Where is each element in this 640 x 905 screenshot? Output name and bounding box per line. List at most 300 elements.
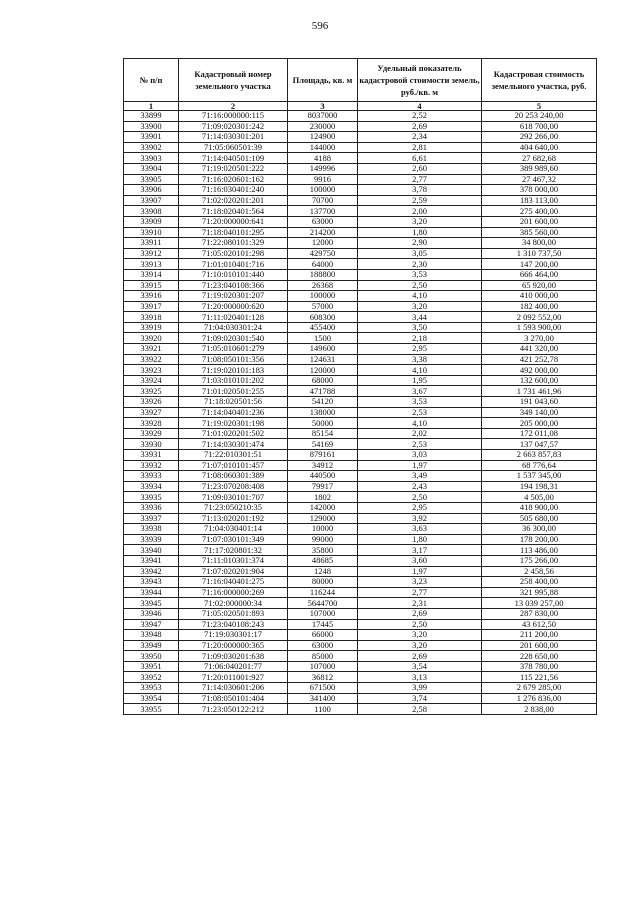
table-row — [124, 153, 597, 164]
cell-cadastral-number: 71:14:040401:236 — [179, 407, 288, 418]
cell-area: 48685 — [288, 555, 358, 566]
cell-cadastral-value: 183 113,00 — [482, 195, 597, 206]
cell-area: 85154 — [288, 428, 358, 439]
cell-area: 80000 — [288, 577, 358, 588]
table-row — [124, 460, 597, 471]
table-row — [124, 163, 597, 174]
cell-cadastral-number: 71:14:030301:474 — [179, 439, 288, 450]
cell-row-number: 33910 — [124, 227, 179, 238]
table-row — [124, 630, 597, 641]
table-row — [124, 354, 597, 365]
cell-area: 70700 — [288, 195, 358, 206]
cell-specific-value: 2,30 — [358, 259, 482, 270]
cell-area: 54169 — [288, 439, 358, 450]
table-row — [124, 280, 597, 291]
cell-row-number: 33911 — [124, 238, 179, 249]
cell-area: 608300 — [288, 312, 358, 323]
cell-specific-value: 2,50 — [358, 619, 482, 630]
cell-specific-value: 3,63 — [358, 524, 482, 535]
column-number-row — [124, 102, 597, 111]
cell-row-number: 33917 — [124, 301, 179, 312]
cell-specific-value: 3,20 — [358, 301, 482, 312]
cell-area: 50000 — [288, 418, 358, 429]
cell-cadastral-number: 71:20:000000:620 — [179, 301, 288, 312]
table-row — [124, 450, 597, 461]
cell-row-number: 33909 — [124, 216, 179, 227]
table-row — [124, 216, 597, 227]
cell-area: 36812 — [288, 672, 358, 683]
cell-row-number: 33918 — [124, 312, 179, 323]
table-row — [124, 661, 597, 672]
cell-row-number: 33946 — [124, 608, 179, 619]
table-row — [124, 471, 597, 482]
cell-area: 5644700 — [288, 598, 358, 609]
cell-cadastral-value: 505 680,00 — [482, 513, 597, 524]
table-row — [124, 577, 597, 588]
cell-cadastral-number: 71:08:050101:356 — [179, 354, 288, 365]
column-number: 3 — [288, 102, 358, 111]
cell-row-number: 33919 — [124, 322, 179, 333]
cell-cadastral-number: 71:02:020201:201 — [179, 195, 288, 206]
cell-row-number: 33933 — [124, 471, 179, 482]
cell-specific-value: 2,31 — [358, 598, 482, 609]
cell-cadastral-number: 71:22:010301:51 — [179, 450, 288, 461]
cell-cadastral-number: 71:18:040101:295 — [179, 227, 288, 238]
cell-cadastral-value: 113 486,00 — [482, 545, 597, 556]
cell-row-number: 33934 — [124, 481, 179, 492]
cell-specific-value: 2,02 — [358, 428, 482, 439]
cell-row-number: 33901 — [124, 132, 179, 143]
cell-specific-value: 3,54 — [358, 661, 482, 672]
cell-area: 137700 — [288, 206, 358, 217]
cell-specific-value: 2,58 — [358, 704, 482, 715]
cell-area: 100000 — [288, 291, 358, 302]
cell-specific-value: 3,60 — [358, 555, 482, 566]
cell-cadastral-number: 71:18:020401:564 — [179, 206, 288, 217]
cell-area: 214200 — [288, 227, 358, 238]
cell-cadastral-value: 404 640,00 — [482, 142, 597, 153]
cell-area: 100000 — [288, 185, 358, 196]
cell-cadastral-number: 71:02:000000:34 — [179, 598, 288, 609]
table-row — [124, 132, 597, 143]
cell-cadastral-number: 71:05:020501:893 — [179, 608, 288, 619]
cell-area: 10000 — [288, 524, 358, 535]
cell-cadastral-value: 65 920,00 — [482, 280, 597, 291]
cell-area: 188800 — [288, 269, 358, 280]
cell-specific-value: 4,10 — [358, 418, 482, 429]
cell-area: 142000 — [288, 502, 358, 513]
table-row — [124, 566, 597, 577]
cell-cadastral-value: 228 650,00 — [482, 651, 597, 662]
cell-specific-value: 3,92 — [358, 513, 482, 524]
cell-area: 149996 — [288, 163, 358, 174]
cell-cadastral-value: 349 140,00 — [482, 407, 597, 418]
cell-specific-value: 1,97 — [358, 566, 482, 577]
cell-cadastral-number: 71:14:030601:206 — [179, 683, 288, 694]
cell-cadastral-number: 71:13:020201:192 — [179, 513, 288, 524]
cell-cadastral-value: 68 776,64 — [482, 460, 597, 471]
column-number: 2 — [179, 102, 288, 111]
cell-area: 149600 — [288, 344, 358, 355]
cell-specific-value: 1,97 — [358, 460, 482, 471]
cell-area: 471788 — [288, 386, 358, 397]
header-cadastral-value: Кадастровая стоимость земельного участка, руб. — [482, 59, 597, 102]
cell-row-number: 33929 — [124, 428, 179, 439]
cell-area: 879161 — [288, 450, 358, 461]
cell-cadastral-number: 71:19:030301:17 — [179, 630, 288, 641]
cell-row-number: 33938 — [124, 524, 179, 535]
cell-specific-value: 2,50 — [358, 280, 482, 291]
cell-specific-value: 4,10 — [358, 291, 482, 302]
cell-row-number: 33903 — [124, 153, 179, 164]
cell-cadastral-number: 71:07:010101:457 — [179, 460, 288, 471]
cell-specific-value: 3,20 — [358, 640, 482, 651]
cell-cadastral-value: 2 679 285,00 — [482, 683, 597, 694]
cell-cadastral-value: 115 221,56 — [482, 672, 597, 683]
cell-row-number: 33936 — [124, 502, 179, 513]
cell-area: 99000 — [288, 534, 358, 545]
table-row — [124, 428, 597, 439]
table-row — [124, 545, 597, 556]
cell-row-number: 33922 — [124, 354, 179, 365]
cell-specific-value: 2,53 — [358, 439, 482, 450]
cell-specific-value: 1,95 — [358, 375, 482, 386]
cell-area: 34912 — [288, 460, 358, 471]
cell-specific-value: 2,95 — [358, 344, 482, 355]
cell-row-number: 33935 — [124, 492, 179, 503]
cell-row-number: 33920 — [124, 333, 179, 344]
cell-cadastral-number: 71:05:060501:39 — [179, 142, 288, 153]
cell-cadastral-value: 194 198,31 — [482, 481, 597, 492]
cell-row-number: 33928 — [124, 418, 179, 429]
cell-area: 63000 — [288, 216, 358, 227]
cell-cadastral-value: 147 200,00 — [482, 259, 597, 270]
cell-cadastral-value: 258 400,00 — [482, 577, 597, 588]
table-row — [124, 206, 597, 217]
cell-cadastral-value: 2 458,56 — [482, 566, 597, 577]
cell-specific-value: 3,05 — [358, 248, 482, 259]
cadastral-value-table — [123, 58, 597, 715]
cell-area: 8037000 — [288, 111, 358, 122]
cell-specific-value: 3,13 — [358, 672, 482, 683]
cell-area: 129000 — [288, 513, 358, 524]
cell-specific-value: 2,69 — [358, 608, 482, 619]
cell-cadastral-number: 71:09:030101:707 — [179, 492, 288, 503]
cell-cadastral-value: 43 612,50 — [482, 619, 597, 630]
cell-specific-value: 1,80 — [358, 534, 482, 545]
cell-specific-value: 3,67 — [358, 386, 482, 397]
cell-row-number: 33943 — [124, 577, 179, 588]
cell-cadastral-value: 1 276 836,00 — [482, 693, 597, 704]
cell-cadastral-value: 321 995,88 — [482, 587, 597, 598]
cell-row-number: 33944 — [124, 587, 179, 598]
cell-specific-value: 3,20 — [358, 216, 482, 227]
cell-cadastral-number: 71:23:050122:212 — [179, 704, 288, 715]
cell-row-number: 33940 — [124, 545, 179, 556]
cell-area: 230000 — [288, 121, 358, 132]
table-row — [124, 121, 597, 132]
cell-specific-value: 2,90 — [358, 238, 482, 249]
cell-specific-value: 2,34 — [358, 132, 482, 143]
cell-row-number: 33926 — [124, 397, 179, 408]
table-row — [124, 238, 597, 249]
header-row-number: № п/п — [124, 59, 179, 102]
cell-specific-value: 2,95 — [358, 502, 482, 513]
cell-specific-value: 3,74 — [358, 693, 482, 704]
table-row — [124, 248, 597, 259]
cell-cadastral-number: 71:11:020401:128 — [179, 312, 288, 323]
table-row — [124, 651, 597, 662]
cell-cadastral-value: 421 252,78 — [482, 354, 597, 365]
cell-cadastral-number: 71:19:020301:207 — [179, 291, 288, 302]
cell-cadastral-number: 71:17:020801:32 — [179, 545, 288, 556]
table-row — [124, 587, 597, 598]
cell-cadastral-number: 71:09:030201:638 — [179, 651, 288, 662]
cell-cadastral-number: 71:23:050210:35 — [179, 502, 288, 513]
cell-area: 138000 — [288, 407, 358, 418]
cell-cadastral-value: 618 700,00 — [482, 121, 597, 132]
cell-row-number: 33905 — [124, 174, 179, 185]
cell-cadastral-value: 36 300,00 — [482, 524, 597, 535]
column-number: 5 — [482, 102, 597, 111]
cell-row-number: 33930 — [124, 439, 179, 450]
cell-row-number: 33916 — [124, 291, 179, 302]
cell-specific-value: 3,49 — [358, 471, 482, 482]
cell-cadastral-value: 1 731 461,96 — [482, 386, 597, 397]
cell-area: 9916 — [288, 174, 358, 185]
page-number: 596 — [311, 20, 329, 32]
cell-cadastral-value: 182 400,00 — [482, 301, 597, 312]
cell-area: 124631 — [288, 354, 358, 365]
cell-cadastral-value: 287 830,00 — [482, 608, 597, 619]
cell-cadastral-number: 71:05:020101:298 — [179, 248, 288, 259]
cell-cadastral-number: 71:16:040401:275 — [179, 577, 288, 588]
cell-specific-value: 2,50 — [358, 492, 482, 503]
cell-cadastral-value: 27 682,68 — [482, 153, 597, 164]
cell-cadastral-value: 137 047,57 — [482, 439, 597, 450]
cell-specific-value: 6,61 — [358, 153, 482, 164]
cell-cadastral-value: 27 467,32 — [482, 174, 597, 185]
cell-cadastral-number: 71:10:010101:440 — [179, 269, 288, 280]
cell-cadastral-number: 71:09:020301:242 — [179, 121, 288, 132]
cell-cadastral-value: 666 464,00 — [482, 269, 597, 280]
cell-area: 120000 — [288, 365, 358, 376]
cell-cadastral-number: 71:23:040108:243 — [179, 619, 288, 630]
table-row — [124, 227, 597, 238]
table-row — [124, 365, 597, 376]
cell-specific-value: 3,44 — [358, 312, 482, 323]
cell-specific-value: 4,10 — [358, 365, 482, 376]
table-row — [124, 534, 597, 545]
table-row — [124, 344, 597, 355]
cell-row-number: 33951 — [124, 661, 179, 672]
cell-cadastral-number: 71:14:030301:201 — [179, 132, 288, 143]
cell-row-number: 33932 — [124, 460, 179, 471]
cell-specific-value: 3,50 — [358, 322, 482, 333]
cell-cadastral-value: 492 000,00 — [482, 365, 597, 376]
cell-cadastral-number: 71:23:040108:366 — [179, 280, 288, 291]
cell-specific-value: 2,81 — [358, 142, 482, 153]
cell-area: 671500 — [288, 683, 358, 694]
cell-row-number: 33904 — [124, 163, 179, 174]
cell-cadastral-number: 71:16:000000:115 — [179, 111, 288, 122]
header-area: Площадь, кв. м — [288, 59, 358, 102]
cell-specific-value: 3,38 — [358, 354, 482, 365]
cell-row-number: 33924 — [124, 375, 179, 386]
table-row — [124, 397, 597, 408]
cell-specific-value: 2,60 — [358, 163, 482, 174]
cell-area: 144000 — [288, 142, 358, 153]
table-row — [124, 481, 597, 492]
cell-row-number: 33912 — [124, 248, 179, 259]
cell-cadastral-number: 71:19:020301:198 — [179, 418, 288, 429]
cell-area: 1802 — [288, 492, 358, 503]
table-row — [124, 598, 597, 609]
header-cadastral-number: Кадастровый номер земельного участка — [179, 59, 288, 102]
cell-row-number: 33945 — [124, 598, 179, 609]
cell-cadastral-value: 1 593 900,00 — [482, 322, 597, 333]
cell-cadastral-number: 71:11:010301:374 — [179, 555, 288, 566]
cell-row-number: 33947 — [124, 619, 179, 630]
table-row — [124, 407, 597, 418]
cell-cadastral-number: 71:14:040501:109 — [179, 153, 288, 164]
cell-cadastral-number: 71:01:020201:502 — [179, 428, 288, 439]
cell-cadastral-value: 132 600,00 — [482, 375, 597, 386]
cell-cadastral-number: 71:18:020501:56 — [179, 397, 288, 408]
cell-area: 440500 — [288, 471, 358, 482]
cell-cadastral-value: 201 600,00 — [482, 640, 597, 651]
cell-cadastral-number: 71:22:080101:329 — [179, 238, 288, 249]
cell-cadastral-value: 34 800,00 — [482, 238, 597, 249]
cell-row-number: 33931 — [124, 450, 179, 461]
cell-cadastral-value: 292 266,00 — [482, 132, 597, 143]
cell-specific-value: 3,53 — [358, 397, 482, 408]
table-row — [124, 195, 597, 206]
cell-cadastral-value: 1 310 737,50 — [482, 248, 597, 259]
cell-specific-value: 2,18 — [358, 333, 482, 344]
cell-cadastral-number: 71:16:020601:162 — [179, 174, 288, 185]
cell-cadastral-number: 71:04:030401:14 — [179, 524, 288, 535]
table-row — [124, 333, 597, 344]
cell-cadastral-value: 175 266,00 — [482, 555, 597, 566]
cell-specific-value: 1,80 — [358, 227, 482, 238]
cell-cadastral-number: 71:08:060301:389 — [179, 471, 288, 482]
cell-row-number: 33906 — [124, 185, 179, 196]
cell-cadastral-number: 71:09:020301:540 — [179, 333, 288, 344]
table-row — [124, 312, 597, 323]
cell-cadastral-value: 385 560,00 — [482, 227, 597, 238]
cell-area: 341400 — [288, 693, 358, 704]
cell-cadastral-value: 2 092 552,00 — [482, 312, 597, 323]
cell-specific-value: 2,77 — [358, 174, 482, 185]
table-row — [124, 704, 597, 715]
table-row — [124, 375, 597, 386]
cell-area: 107000 — [288, 661, 358, 672]
cell-row-number: 33913 — [124, 259, 179, 270]
table-body — [124, 111, 597, 715]
cell-cadastral-number: 71:06:040201:77 — [179, 661, 288, 672]
cell-row-number: 33953 — [124, 683, 179, 694]
cell-row-number: 33954 — [124, 693, 179, 704]
table-row — [124, 672, 597, 683]
cell-cadastral-number: 71:19:020101:183 — [179, 365, 288, 376]
cell-cadastral-value: 211 200,00 — [482, 630, 597, 641]
table-row — [124, 322, 597, 333]
table-row — [124, 111, 597, 122]
cell-specific-value: 3,99 — [358, 683, 482, 694]
cell-cadastral-value: 2 838,00 — [482, 704, 597, 715]
table-row — [124, 142, 597, 153]
cell-cadastral-number: 71:20:011001:927 — [179, 672, 288, 683]
table-row — [124, 418, 597, 429]
cell-area: 107000 — [288, 608, 358, 619]
cell-area: 64000 — [288, 259, 358, 270]
cell-row-number: 33950 — [124, 651, 179, 662]
table-row — [124, 502, 597, 513]
cell-cadastral-number: 71:07:030101:349 — [179, 534, 288, 545]
table-row — [124, 693, 597, 704]
cell-specific-value: 2,59 — [358, 195, 482, 206]
cell-specific-value: 2,53 — [358, 407, 482, 418]
cell-cadastral-number: 71:23:070208:408 — [179, 481, 288, 492]
table-row — [124, 301, 597, 312]
table-row — [124, 386, 597, 397]
cell-row-number: 33921 — [124, 344, 179, 355]
cell-specific-value: 3,53 — [358, 269, 482, 280]
cell-cadastral-value: 441 320,00 — [482, 344, 597, 355]
cell-row-number: 33937 — [124, 513, 179, 524]
cell-specific-value: 3,23 — [358, 577, 482, 588]
cell-area: 17445 — [288, 619, 358, 630]
table-row — [124, 269, 597, 280]
cell-specific-value: 2,43 — [358, 481, 482, 492]
cell-area: 1248 — [288, 566, 358, 577]
table-row — [124, 291, 597, 302]
cell-area: 455400 — [288, 322, 358, 333]
table-row — [124, 513, 597, 524]
cell-area: 4188 — [288, 153, 358, 164]
cell-area: 116244 — [288, 587, 358, 598]
cell-area: 57000 — [288, 301, 358, 312]
cell-cadastral-value: 418 900,00 — [482, 502, 597, 513]
cell-row-number: 33908 — [124, 206, 179, 217]
cell-cadastral-value: 1 537 345,00 — [482, 471, 597, 482]
cell-cadastral-value: 178 200,00 — [482, 534, 597, 545]
cell-area: 12000 — [288, 238, 358, 249]
cell-cadastral-value: 205 000,00 — [482, 418, 597, 429]
cell-row-number: 33900 — [124, 121, 179, 132]
cell-area: 79917 — [288, 481, 358, 492]
cell-cadastral-value: 191 043,60 — [482, 397, 597, 408]
cell-row-number: 33939 — [124, 534, 179, 545]
cell-specific-value: 2,69 — [358, 121, 482, 132]
cell-row-number: 33949 — [124, 640, 179, 651]
cell-cadastral-value: 172 011,08 — [482, 428, 597, 439]
cell-row-number: 33942 — [124, 566, 179, 577]
table-row — [124, 524, 597, 535]
cell-area: 1100 — [288, 704, 358, 715]
cell-row-number: 33948 — [124, 630, 179, 641]
cell-row-number: 33941 — [124, 555, 179, 566]
table-row — [124, 259, 597, 270]
cell-cadastral-number: 71:08:050101:404 — [179, 693, 288, 704]
table-row — [124, 492, 597, 503]
cell-row-number: 33902 — [124, 142, 179, 153]
cell-area: 66000 — [288, 630, 358, 641]
table-row — [124, 640, 597, 651]
cell-cadastral-number: 71:16:030401:240 — [179, 185, 288, 196]
cell-specific-value: 3,78 — [358, 185, 482, 196]
